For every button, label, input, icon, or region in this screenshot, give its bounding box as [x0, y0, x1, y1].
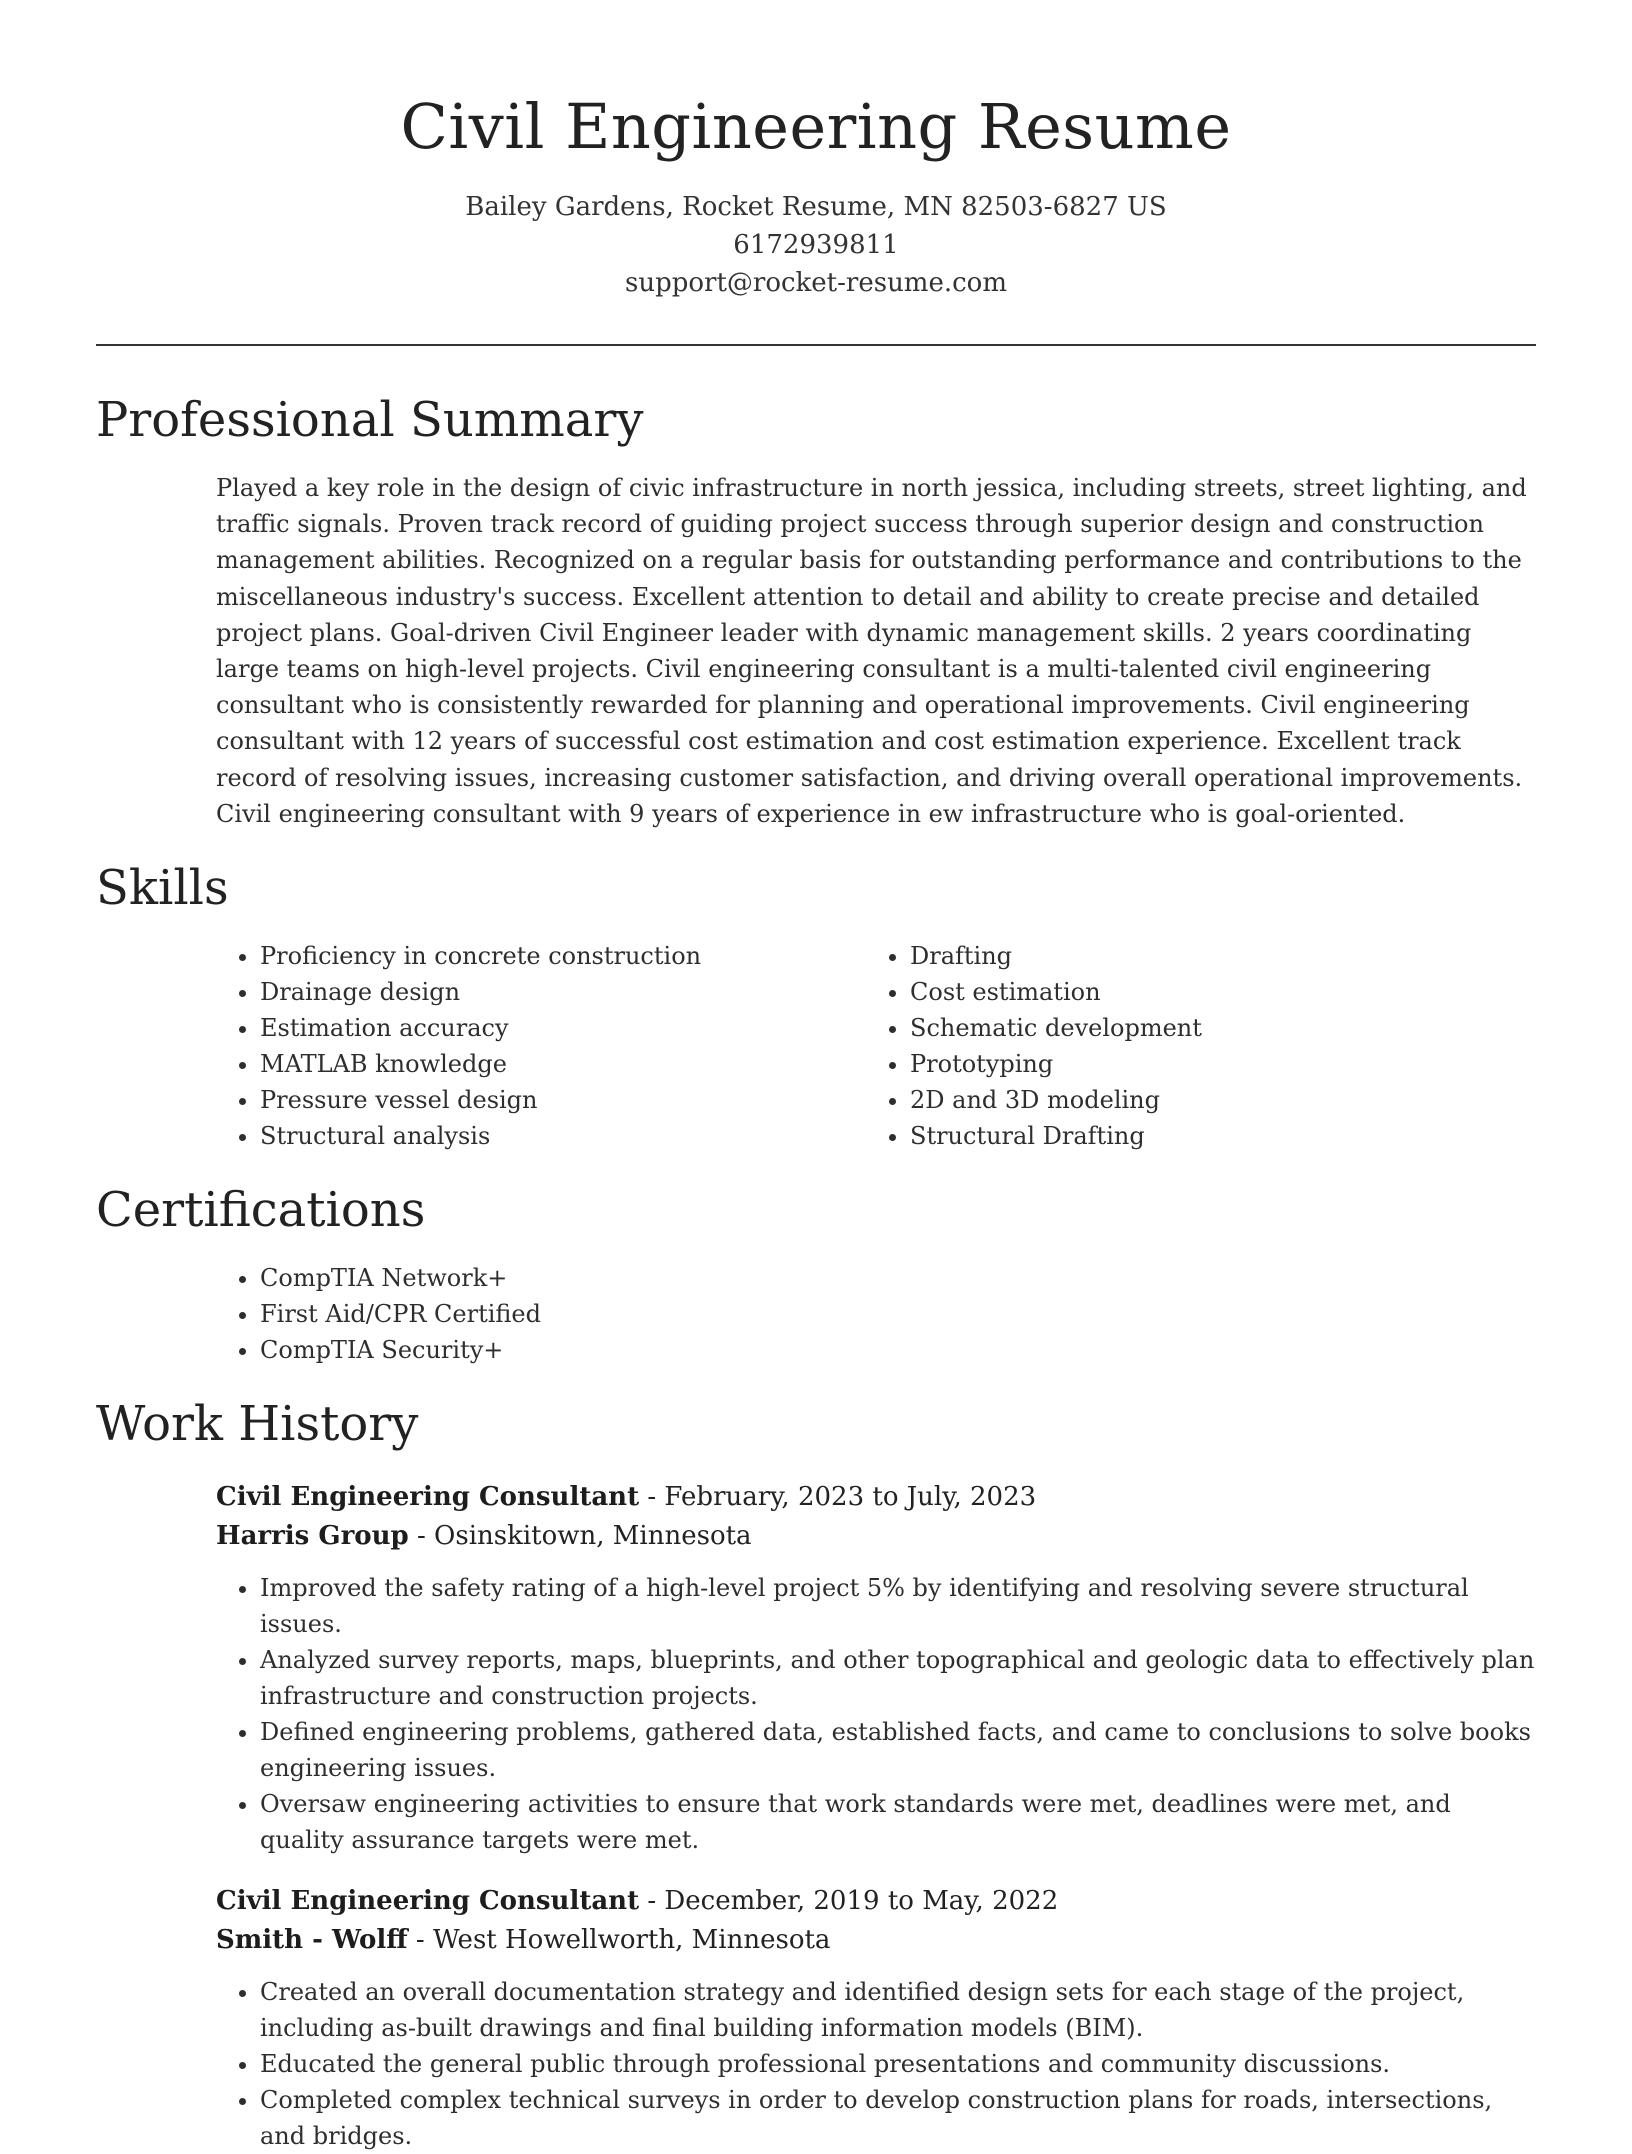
- job-location: West Howellworth, Minnesota: [432, 1925, 831, 1956]
- skill-item: • Drainage design: [260, 974, 866, 1010]
- job-bullets: [216, 1570, 1536, 1858]
- job-bullet: • Created an overall documentation strategy and identified design sets for each stage of the project, including as-built drawings and final building information models (BIM).: [260, 1974, 1536, 2046]
- job-bullet: • Defined engineering problems, gathered data, established facts, and came to conclusions to solve books engineering issues.: [260, 1714, 1536, 1786]
- skills-column-left: [216, 938, 866, 1154]
- professional-summary-section: [96, 390, 1536, 832]
- certifications-list: [96, 1260, 1536, 1368]
- work-history-section: [96, 1394, 1536, 2154]
- job-bullet: • Educated the general public through professional presentations and community discussions.: [260, 2046, 1536, 2082]
- job-bullets: [216, 1974, 1536, 2154]
- certification-item: • CompTIA Security+: [260, 1332, 1536, 1368]
- job-company: Harris Group: [216, 1521, 409, 1552]
- summary-text: Played a key role in the design of civic infrastructure in north jessica, including streets, street lighting, and traffic signals. Proven track record of guiding project success through superior design and construction management abilities. Recognized on a regular basis for outstanding performance and contributions to the miscellaneous industry's success. Excellent attention to detail and ability to create precise and detailed project plans. Goal-driven Civil Engineer leader with dynamic management skills. 2 years coordinating large teams on high-level projects. Civil engineering consultant is a multi-talented civil engineering consultant who is consistently rewarded for planning and operational improvements. Civil engineering consultant with 12 years of successful cost estimation and cost estimation experience. Excellent track record of resolving issues, increasing customer satisfaction, and driving overall operational improvements. Civil engineering consultant with 9 years of experience in ew infrastructure who is goal-oriented.: [216, 474, 1527, 828]
- job-bullet: • Analyzed survey reports, maps, blueprints, and other topographical and geologic data to effectively plan infrastructure and construction projects.: [260, 1642, 1536, 1714]
- job-entry: [216, 1478, 1536, 1858]
- job-bullet: • Completed complex technical surveys in order to develop construction plans for roads, intersections, and bridges.: [260, 2082, 1536, 2154]
- job-entry: [216, 1882, 1536, 2154]
- skill-item: • Estimation accuracy: [260, 1010, 866, 1046]
- skill-item: • Cost estimation: [910, 974, 1516, 1010]
- skill-item: • MATLAB knowledge: [260, 1046, 866, 1082]
- skills-heading: Skills: [96, 860, 229, 917]
- skill-item: • Proficiency in concrete construction: [260, 938, 866, 974]
- job-title: Civil Engineering Consultant: [216, 1482, 640, 1513]
- header-divider: [96, 344, 1536, 346]
- resume-header: [96, 0, 1536, 346]
- summary-heading: Professional Summary: [96, 392, 644, 448]
- certifications-heading: Certifications: [96, 1182, 426, 1239]
- job-company-line: Smith - Wolff - West Howellworth, Minnesota: [216, 1925, 831, 1956]
- job-bullet: • Improved the safety rating of a high-level project 5% by identifying and resolving severe structural issues.: [260, 1570, 1536, 1642]
- job-title-line: Civil Engineering Consultant - February, 2023 to July, 2023: [216, 1482, 1037, 1513]
- resume-title: Civil Engineering Resume: [400, 90, 1232, 163]
- skills-grid: [96, 938, 1536, 1154]
- job-title: Civil Engineering Consultant: [216, 1886, 640, 1917]
- skills-section: [96, 858, 1536, 1154]
- job-dates: December, 2019 to May, 2022: [664, 1886, 1059, 1917]
- job-company-line: Harris Group - Osinskitown, Minnesota: [216, 1521, 752, 1552]
- skill-item: • Schematic development: [910, 1010, 1516, 1046]
- skills-column-right: [866, 938, 1516, 1154]
- contact-address: Bailey Gardens, Rocket Resume, MN 82503-6827 US: [465, 192, 1167, 222]
- certification-item: • CompTIA Network+: [260, 1260, 1536, 1296]
- resume-page: [96, 0, 1536, 2154]
- job-company: Smith - Wolff: [216, 1925, 408, 1956]
- skill-item: • Structural analysis: [260, 1118, 866, 1154]
- contact-phone: 6172939811: [733, 230, 899, 260]
- certifications-section: [96, 1180, 1536, 1368]
- skill-item: • Structural Drafting: [910, 1118, 1516, 1154]
- contact-info: [96, 188, 1536, 302]
- job-location: Osinskitown, Minnesota: [434, 1521, 752, 1552]
- job-title-line: Civil Engineering Consultant - December, 2019 to May, 2022: [216, 1886, 1059, 1917]
- work-history-heading: Work History: [96, 1396, 419, 1453]
- contact-email: support@rocket-resume.com: [624, 268, 1007, 298]
- skill-item: • Prototyping: [910, 1046, 1516, 1082]
- certification-item: • First Aid/CPR Certified: [260, 1296, 1536, 1332]
- job-bullet: • Oversaw engineering activities to ensure that work standards were met, deadlines were met, and quality assurance targets were met.: [260, 1786, 1536, 1858]
- skill-item: • Pressure vessel design: [260, 1082, 866, 1118]
- skill-item: • 2D and 3D modeling: [910, 1082, 1516, 1118]
- job-dates: February, 2023 to July, 2023: [664, 1482, 1037, 1513]
- skill-item: • Drafting: [910, 938, 1516, 974]
